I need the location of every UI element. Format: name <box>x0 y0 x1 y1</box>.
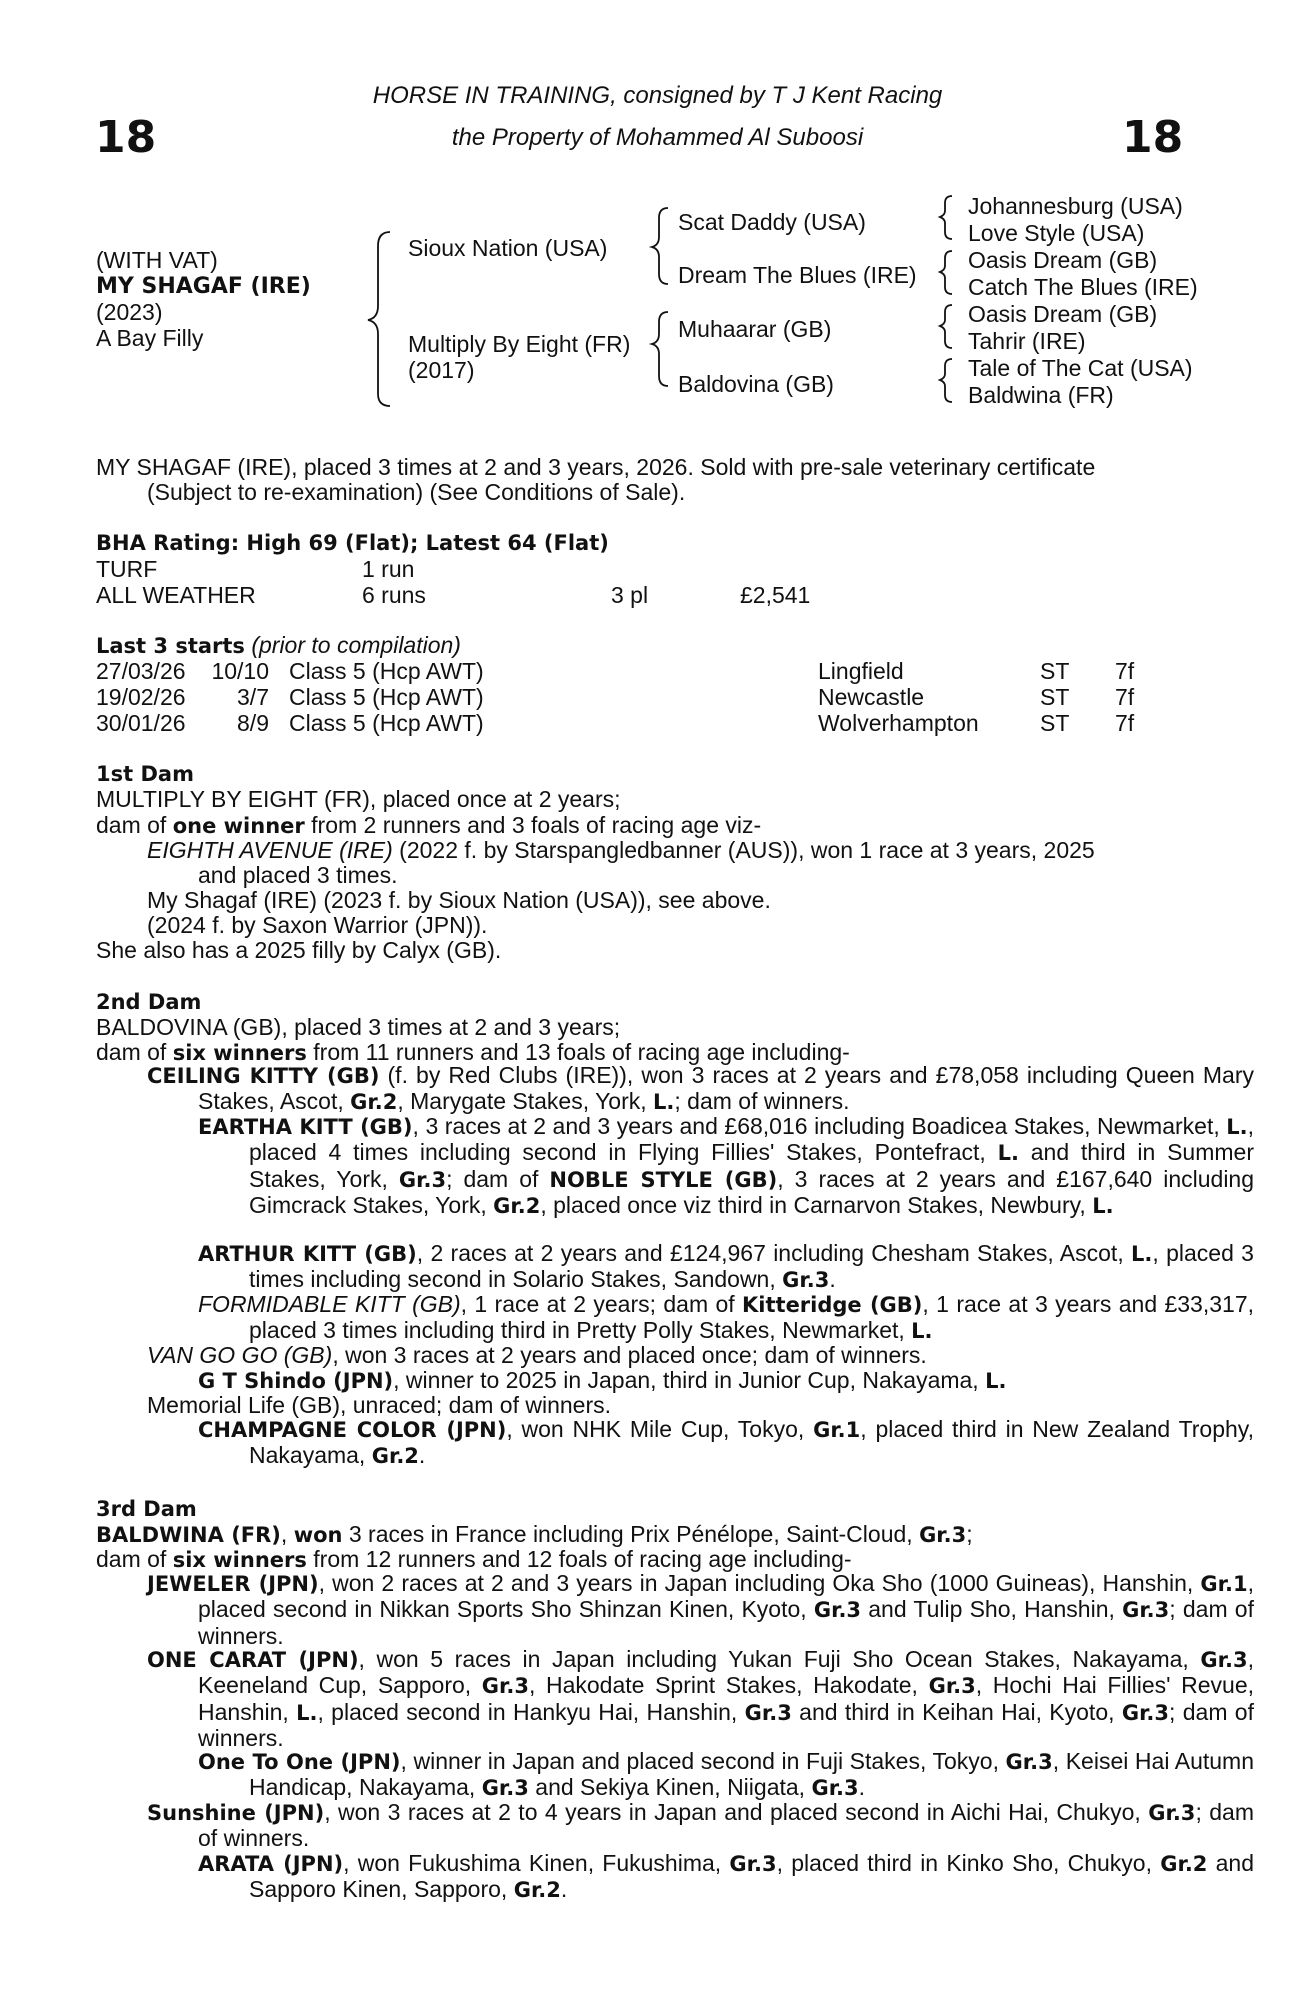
horse-name: MY SHAGAF (IRE) <box>96 274 311 299</box>
start-row-race: Class 5 (Hcp AWT) <box>289 684 484 710</box>
dam2-eartha-kitt <box>198 1114 1254 1220</box>
grade: Gr.3 <box>1121 1700 1170 1725</box>
grade: Gr.2 <box>350 1090 398 1115</box>
dam1-entry2: My Shagaf (IRE) (2023 f. by Sioux Nation (USA)), see above. <box>147 887 771 913</box>
text: from 12 runners and 12 foals of racing age including- <box>306 1546 852 1572</box>
header-property: the Property of Mohammed Al Suboosi <box>451 124 864 151</box>
text: , winner to 2025 in Japan, third in Junior Cup, Nakayama, <box>393 1367 986 1393</box>
grade: Gr.3 <box>1200 1648 1248 1672</box>
grade: Gr.3 <box>1005 1750 1053 1774</box>
progeny-name: CHAMPAGNE COLOR (JPN) <box>198 1418 507 1442</box>
horse-description: A Bay Filly <box>96 325 204 351</box>
start-row-dist: 7f <box>1115 684 1135 710</box>
start-row-course: Lingfield <box>818 658 904 684</box>
text: , won 5 races in Japan including Yukan Fuji Sho Ocean Stakes, Nakayama, <box>358 1646 1201 1672</box>
grade: Gr.2 <box>371 1444 419 1469</box>
progeny-name: One To One (JPN) <box>198 1750 401 1774</box>
pedigree-sire: Sioux Nation (USA) <box>408 235 608 261</box>
start-row-dist: 7f <box>1115 658 1135 684</box>
horse-year: (2023) <box>96 299 163 325</box>
text: , 1 race at 2 years; dam of <box>460 1291 743 1317</box>
text: , placed third in Kinko Sho, Chukyo, <box>776 1850 1161 1876</box>
dam1-line2 <box>96 813 761 840</box>
progeny-name: NOBLE STYLE (GB) <box>549 1167 778 1192</box>
text: ; dam of winners. <box>198 1698 1254 1752</box>
text: , placed third in New Zealand Trophy, Nakayama, <box>249 1416 1254 1469</box>
starts-title: Last 3 starts <box>96 634 245 658</box>
grade: Gr.3 <box>729 1852 777 1876</box>
brace-sd <box>940 251 952 294</box>
rating-aw-placed: 3 pl <box>611 582 649 608</box>
dam2-gt-shindo <box>198 1368 1006 1395</box>
start-row-dist: 7f <box>1115 710 1135 736</box>
text: , placed second in Hankyu Hai, Hanshin, <box>317 1698 745 1725</box>
text: ; dam of winners. <box>198 1596 1254 1649</box>
start-row-date: 27/03/26 <box>96 658 186 684</box>
grade: Gr.2 <box>1160 1852 1208 1876</box>
text: (f. by Red Clubs (IRE)), won 3 races at 2 years and £78,058 <box>379 1062 1019 1088</box>
grade: L. <box>653 1090 675 1115</box>
dam3-heading: 3rd Dam <box>96 1497 197 1521</box>
text: , Marygate Stakes, York, <box>397 1088 654 1115</box>
starts-note: (prior to compilation) <box>251 632 461 658</box>
text: and Tulip Sho, Hanshin, <box>861 1596 1123 1623</box>
grade: Gr.2 <box>493 1194 541 1219</box>
dam2-van-go-go <box>147 1343 927 1369</box>
dam3-sunshine <box>147 1800 1254 1852</box>
pedigree-sss: Johannesburg (USA) <box>968 193 1183 219</box>
text: , placed second in Nikkan Sports Sho Shinzan Kinen, Kyoto, <box>198 1570 1254 1623</box>
grade: L. <box>1092 1194 1114 1219</box>
text: , 3 races at 2 and 3 years and £68,016 including Boadicea Stakes, Newmarket, <box>412 1113 1227 1139</box>
start-row-going: ST <box>1040 684 1070 710</box>
grade: Gr.1 <box>1200 1572 1248 1596</box>
progeny-name: VAN GO GO (GB) <box>147 1342 333 1368</box>
dam3-one-to-one <box>198 1749 1254 1802</box>
text: . <box>560 1876 568 1903</box>
text: , Keeneland Cup, Sapporo, <box>198 1646 1254 1699</box>
rating-title: BHA Rating: High 69 (Flat); Latest 64 (Flat) <box>96 531 609 555</box>
text: , <box>280 1521 294 1547</box>
text: , 2 races at 2 years and £124,967 including Chesham Stakes, Ascot, <box>416 1240 1132 1266</box>
text: . <box>829 1266 836 1293</box>
grade: Gr.3 <box>1122 1598 1170 1623</box>
brace-dd <box>940 359 952 402</box>
dam2-ceiling-kitty <box>147 1063 1254 1116</box>
progeny-name: Kitteridge (GB) <box>742 1293 923 1317</box>
text: dam of <box>96 812 173 838</box>
dam1-entry1 <box>147 838 1095 864</box>
lot-number-right: 18 <box>1122 112 1184 163</box>
grade: Gr.3 <box>398 1167 447 1192</box>
brace-main <box>368 232 390 406</box>
text: , winner in Japan and placed second in Fuji Stakes, Tokyo, <box>400 1748 1006 1774</box>
text: , won NHK Mile Cup, Tokyo, <box>506 1416 814 1442</box>
pedigree-dss: Oasis Dream (GB) <box>968 301 1158 327</box>
text: , won 3 races at 2 to 4 years in Japan and placed second in Aichi Hai, Chukyo, <box>324 1799 1149 1825</box>
text: dam of <box>96 1546 173 1572</box>
text: ; dam of winners. <box>198 1799 1254 1852</box>
text: (2022 f. by Starspangledbanner (AUS)), won 1 race at 3 years, 2025 <box>392 837 1095 863</box>
pedigree-dam-dam: Baldovina (GB) <box>678 371 834 397</box>
pedigree-sire-dam: Dream The Blues (IRE) <box>678 262 917 288</box>
grade: Gr.1 <box>813 1418 861 1442</box>
dam2-formidable-kitt <box>198 1292 1254 1345</box>
text: . <box>858 1774 866 1801</box>
start-row-date: 19/02/26 <box>96 684 186 710</box>
winners-count: six winners <box>172 1548 307 1572</box>
progeny-name: CEILING KITTY (GB) <box>147 1064 380 1088</box>
text: 3 races in France including Prix Pénélope, Saint-Cloud, <box>342 1521 920 1547</box>
dam1-entry4: She also has a 2025 filly by Calyx (GB). <box>96 937 502 963</box>
dam3-arata <box>198 1851 1254 1904</box>
text: and third in Keihan Hai, Kyoto, <box>791 1698 1122 1725</box>
pedigree-dam-sire: Muhaarar (GB) <box>678 316 832 342</box>
rating-aw-surface: ALL WEATHER <box>96 582 256 608</box>
dam2-champagne-color <box>198 1417 1254 1470</box>
grade: L. <box>997 1141 1019 1166</box>
text: ; dam of winners. <box>674 1088 850 1115</box>
grade: Gr.3 <box>744 1700 792 1725</box>
text: ; <box>966 1521 973 1547</box>
start-row-race: Class 5 (Hcp AWT) <box>289 658 484 684</box>
grade: Gr.2 <box>513 1878 561 1903</box>
dam-name: BALDWINA (FR) <box>96 1523 281 1547</box>
pedigree-dam-year: (2017) <box>408 357 475 383</box>
pedigree-ssd: Love Style (USA) <box>968 220 1145 246</box>
pedigree-dds: Tale of The Cat (USA) <box>968 355 1193 381</box>
grade: L. <box>911 1319 933 1344</box>
starts-heading <box>96 633 461 660</box>
grade: L. <box>1226 1115 1248 1139</box>
dam3-one-carat <box>147 1647 1254 1752</box>
start-row-course: Newcastle <box>818 684 925 710</box>
progeny-name: EIGHTH AVENUE (IRE) <box>147 837 393 863</box>
dam2-arthur-kitt <box>198 1241 1254 1294</box>
text: , won 3 races at 2 years and placed once; dam of winners. <box>332 1342 927 1368</box>
text: won <box>293 1523 343 1547</box>
brace-dam <box>652 312 668 386</box>
start-row-pos: 8/9 <box>237 710 269 736</box>
rating-turf-surface: TURF <box>96 556 158 582</box>
progeny-name: EARTHA KITT (GB) <box>198 1115 413 1139</box>
text: dam of <box>96 1039 173 1065</box>
pedigree-dsd: Tahrir (IRE) <box>968 328 1086 354</box>
grade: Gr.3 <box>813 1598 862 1623</box>
pedigree-sire-sire: Scat Daddy (USA) <box>678 209 866 235</box>
dam1-entry1-cont: and placed 3 times. <box>198 862 398 888</box>
progeny-name: FORMIDABLE KITT (GB) <box>198 1291 461 1317</box>
winners-count: six winners <box>172 1041 307 1065</box>
text: , Hochi Hai Fillies' Revue, Hanshin, <box>198 1672 1255 1725</box>
grade: Gr.3 <box>928 1674 976 1699</box>
dam3-line1 <box>96 1522 973 1549</box>
rating-aw-runs: 6 runs <box>362 582 426 608</box>
text: including Queen Mary Stakes, Ascot, <box>198 1062 1255 1115</box>
text: , placed 4 times including second in Flying Fillies' Stakes, Pontefract, <box>249 1113 1254 1166</box>
grade: Gr.3 <box>481 1776 529 1801</box>
text: . <box>418 1442 426 1469</box>
text: , 3 races at 2 years and £167,640 including Gimcrack Stakes, York, <box>249 1165 1255 1219</box>
text: , 1 race at 3 years and £33,317, placed 3 times including third in Pretty Polly Stakes, Newmarket, <box>249 1291 1255 1344</box>
text: , placed once viz third in Carnarvon Stakes, Newbury, <box>540 1192 1093 1219</box>
pedigree-sds: Oasis Dream (GB) <box>968 247 1158 273</box>
winners-count: one winner <box>172 814 305 838</box>
pedigree-ddd: Baldwina (FR) <box>968 382 1114 408</box>
text: , won Fukushima Kinen, Fukushima, <box>343 1850 730 1876</box>
start-row-going: ST <box>1040 710 1070 736</box>
progeny-name: Sunshine (JPN) <box>147 1801 325 1825</box>
horse-vat: (WITH VAT) <box>96 247 218 273</box>
dam2-line1: BALDOVINA (GB), placed 3 times at 2 and 3 years; <box>96 1014 621 1040</box>
start-row-going: ST <box>1040 658 1070 684</box>
grade: L. <box>985 1369 1007 1393</box>
text: and third in Summer Stakes, York, <box>249 1139 1254 1192</box>
summary-line2: (Subject to re-examination) (See Conditions of Sale). <box>147 479 686 505</box>
progeny-name: ARATA (JPN) <box>198 1852 344 1876</box>
pedigree-sdd: Catch The Blues (IRE) <box>968 274 1198 300</box>
text: , placed 3 times including second in Solario Stakes, Sandown, <box>249 1240 1254 1293</box>
progeny-name: G T Shindo (JPN) <box>198 1369 394 1393</box>
dam1-heading: 1st Dam <box>96 762 194 786</box>
grade: Gr.3 <box>1148 1801 1196 1825</box>
dam1-line1: MULTIPLY BY EIGHT (FR), placed once at 2 years; <box>96 786 621 812</box>
progeny-name: JEWELER (JPN) <box>147 1572 319 1596</box>
dam1-entry3: (2024 f. by Saxon Warrior (JPN)). <box>147 912 488 938</box>
text: and Sapporo Kinen, Sapporo, <box>249 1850 1255 1903</box>
text: , Keisei Hai Autumn Handicap, Nakayama, <box>249 1748 1255 1801</box>
lot-number-left: 18 <box>95 112 157 163</box>
grade: Gr.3 <box>919 1523 967 1547</box>
text: ; dam of <box>446 1165 550 1192</box>
grade: L. <box>296 1700 318 1725</box>
start-row-pos: 10/10 <box>211 658 269 684</box>
progeny-name: ONE CARAT (JPN) <box>147 1648 359 1672</box>
brace-ds <box>940 305 952 348</box>
progeny-name: ARTHUR KITT (GB) <box>198 1242 417 1266</box>
start-row-race: Class 5 (Hcp AWT) <box>289 710 484 736</box>
text: from 2 runners and 3 foals of racing age viz- <box>304 812 762 838</box>
pedigree-dam: Multiply By Eight (FR) <box>408 331 631 357</box>
grade: Gr.3 <box>481 1674 529 1699</box>
start-row-course: Wolverhampton <box>818 710 979 736</box>
grade: Gr.3 <box>811 1776 859 1801</box>
summary-line1: MY SHAGAF (IRE), placed 3 times at 2 and 3 years, 2026. Sold with pre-sale veterinary certificate <box>96 454 1096 480</box>
rating-turf-runs: 1 run <box>362 556 415 582</box>
start-row-date: 30/01/26 <box>96 710 186 736</box>
text: and Sekiya Kinen, Niigata, <box>528 1774 812 1801</box>
start-row-pos: 3/7 <box>237 684 269 710</box>
dam2-memorial-life: Memorial Life (GB), unraced; dam of winners. <box>147 1392 612 1418</box>
header-consignor: HORSE IN TRAINING, consigned by T J Kent Racing <box>372 82 943 109</box>
brace-sire <box>652 208 668 284</box>
dam3-jeweler <box>147 1571 1254 1649</box>
grade: Gr.3 <box>782 1268 830 1293</box>
text: , won 2 races at 2 and 3 years in Japan including Oka Sho (1000 Guineas), Hanshin, <box>318 1570 1201 1596</box>
grade: L. <box>1131 1242 1153 1266</box>
text: , Hakodate Sprint Stakes, Hakodate, <box>528 1672 929 1699</box>
dam2-heading: 2nd Dam <box>96 990 202 1014</box>
brace-ss <box>940 196 952 239</box>
text: from 11 runners and 13 foals of racing age including- <box>306 1039 850 1065</box>
rating-aw-prize: £2,541 <box>740 582 811 608</box>
